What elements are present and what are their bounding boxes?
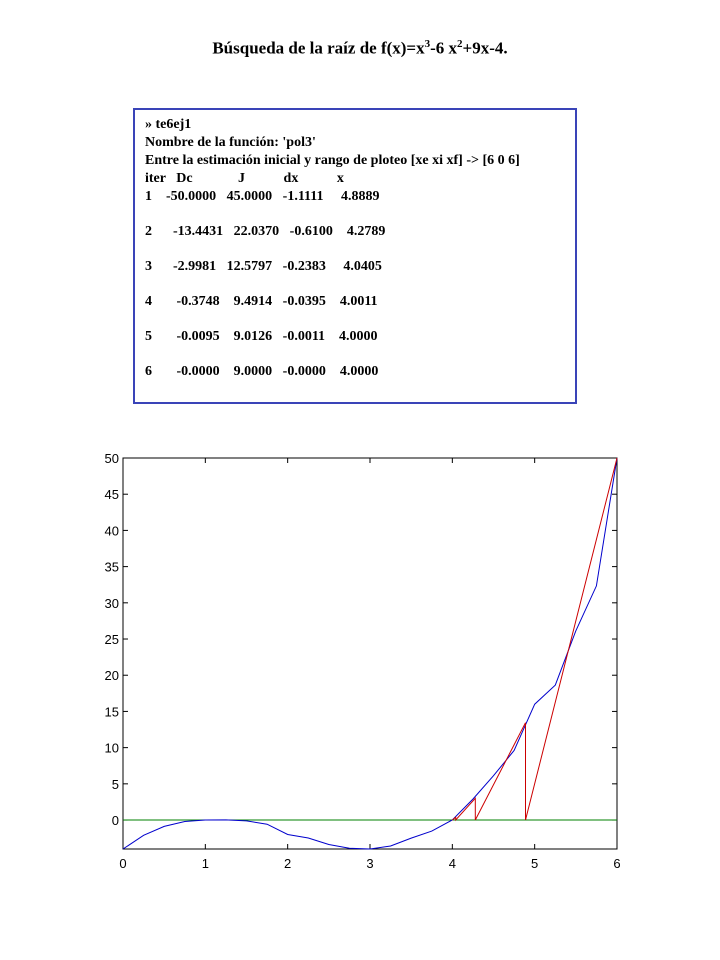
- console-blank-line: [145, 346, 575, 363]
- title-exponent-2: 2: [457, 38, 463, 50]
- console-row: 3 -2.9981 12.5797 -0.2383 4.0405: [145, 259, 382, 274]
- x-tick-label: 1: [201, 856, 209, 871]
- console-output: [133, 108, 577, 404]
- y-tick-label: 45: [104, 487, 119, 503]
- y-tick-label: 35: [104, 559, 119, 575]
- y-tick-label: 5: [111, 776, 119, 792]
- y-tick-label: 0: [111, 813, 119, 829]
- console-range-prompt: Entre la estimación inicial y rango de ploteo [xe xi xf] -> [6 0 6]: [145, 153, 520, 168]
- console-function-prompt: Nombre de la función: 'pol3': [145, 135, 316, 150]
- console-blank-line: [145, 276, 575, 293]
- y-tick-label: 20: [104, 668, 119, 684]
- x-tick-label: 6: [613, 856, 621, 871]
- title-prefix: Búsqueda de la raíz de f(x)=x: [212, 38, 425, 58]
- y-tick-label: 40: [104, 523, 119, 539]
- console-table-header: iter Dc J dx x: [145, 171, 344, 186]
- newton-plot: [0, 440, 720, 900]
- console-row: 5 -0.0095 9.0126 -0.0011 4.0000: [145, 329, 378, 344]
- console-row: 6 -0.0000 9.0000 -0.0000 4.0000: [145, 364, 379, 379]
- console-row: 4 -0.3748 9.4914 -0.0395 4.0011: [145, 294, 378, 309]
- y-tick-label: 50: [104, 451, 119, 466]
- x-tick-label: 2: [284, 856, 292, 871]
- console-blank-line: [145, 311, 575, 328]
- x-tick-label: 3: [366, 856, 374, 871]
- page-title: [0, 38, 720, 59]
- x-tick-label: 0: [119, 856, 127, 871]
- x-tick-label: 4: [448, 856, 456, 871]
- title-exponent-3: 3: [424, 38, 431, 50]
- y-tick-label: 30: [104, 595, 119, 611]
- y-tick-label: 10: [104, 740, 119, 756]
- y-tick-label: 25: [104, 632, 119, 648]
- plot-frame: [123, 458, 617, 849]
- console-row: 2 -13.4431 22.0370 -0.6100 4.2789: [145, 224, 386, 239]
- console-blank-line: [145, 241, 575, 258]
- title-suffix: +9x-4.: [462, 38, 508, 58]
- x-tick-label: 5: [531, 856, 539, 871]
- console-command: » te6ej1: [145, 117, 192, 132]
- y-tick-label: 15: [104, 704, 119, 720]
- console-row: 1 -50.0000 45.0000 -1.1111 4.8889: [145, 189, 380, 204]
- console-blank-line: [145, 206, 575, 223]
- title-middle: -6 x: [430, 38, 458, 58]
